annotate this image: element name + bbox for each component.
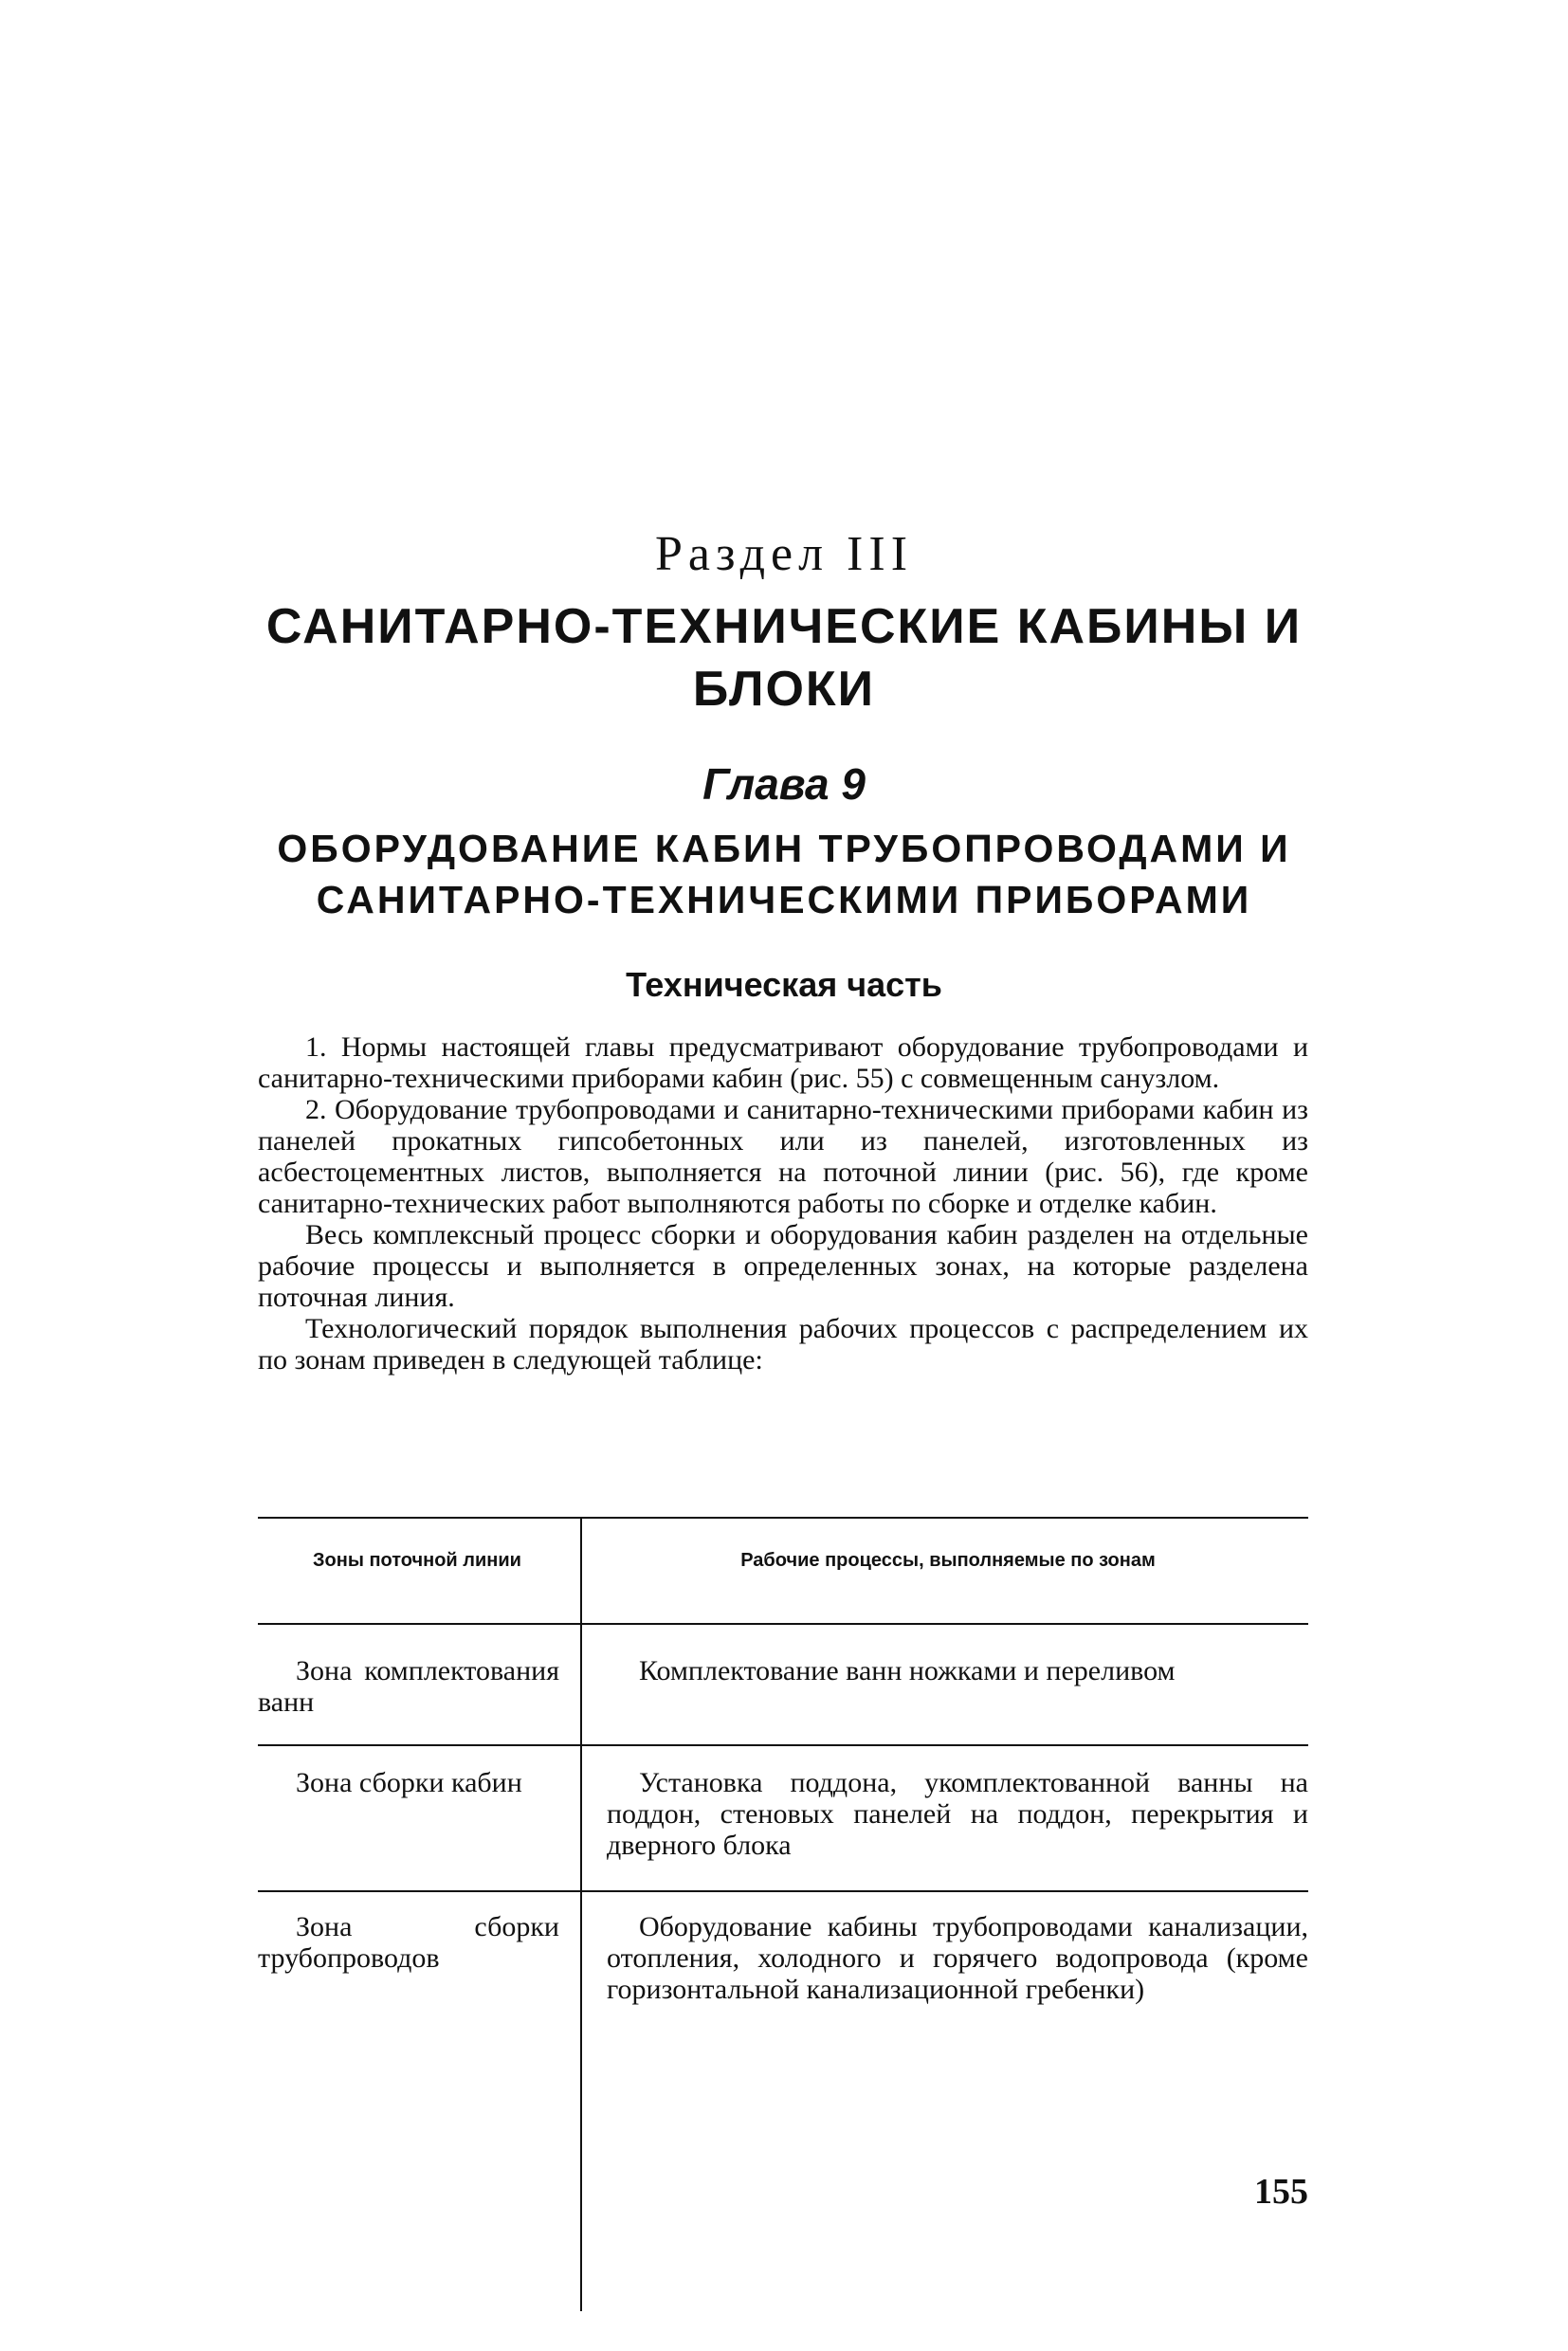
table-header-rule: [258, 1623, 1308, 1625]
table-cell-zone: Зона комплектования ванн: [258, 1655, 559, 1718]
paragraph: 1. Нормы настоящей главы предусматривают оборудование трубопроводами и санитарно-техническими приборами кабин (рис. 55) с совмещенным санузлом.: [258, 1031, 1308, 1094]
table-row-rule: [258, 1744, 1308, 1746]
table-cell-process: Оборудование кабины трубопроводами канализации, отопления, холодного и горячего водопровода (кроме горизонтальной канализационной гребенки): [607, 1911, 1308, 2005]
paragraph: Технологический порядок выполнения рабочих процессов с распределением их по зонам приведен в следующей таблице:: [258, 1313, 1308, 1376]
section-title: САНИТАРНО-ТЕХНИЧЕСКИЕ КАБИНЫ И БЛОКИ: [265, 599, 1303, 717]
table-cell-zone: Зона сборки трубопроводов: [258, 1911, 559, 1974]
paragraph: Весь комплексный процесс сборки и оборудования кабин разделен на отдельные рабочие процессы и выполняется в определенных зонах, на которые разделена поточная линия.: [258, 1219, 1308, 1313]
section-label: Раздел III: [654, 527, 914, 581]
table-cell-process: Установка поддона, укомплектованной ванны на поддон, стеновых панелей на поддон, перекрытия и дверного блока: [607, 1767, 1308, 1861]
table-top-rule: [258, 1517, 1308, 1519]
table-row-rule: [258, 1890, 1308, 1892]
body-text: [258, 1031, 1308, 1376]
table-header-processes: Рабочие процессы, выполняемые по зонам: [740, 1550, 1156, 1571]
paragraph: 2. Оборудование трубопроводами и санитарно-техническими приборами кабин из панелей прокатных гипсобетонных или из панелей, изготовленных из асбестоцементных листов, выполняется на поточной линии (рис. 56), где кроме санитарно-технических работ выполняются работы по сборке и отделке кабин.: [258, 1094, 1308, 1219]
page-number: 155: [1254, 2172, 1308, 2212]
table-column-divider: [580, 1517, 582, 2311]
table-cell-process: Комплектование ванн ножками и переливом: [639, 1655, 1176, 1686]
table-cell-zone: Зона сборки кабин: [296, 1767, 522, 1798]
part-heading: Техническая часть: [626, 965, 942, 1004]
table-header-zones: Зоны поточной линии: [313, 1550, 521, 1571]
chapter-title: ОБОРУДОВАНИЕ КАБИН ТРУБОПРОВОДАМИ И САНИТАРНО-ТЕХНИЧЕСКИМИ ПРИБОРАМИ: [277, 827, 1291, 921]
chapter-label: Глава 9: [702, 759, 866, 809]
